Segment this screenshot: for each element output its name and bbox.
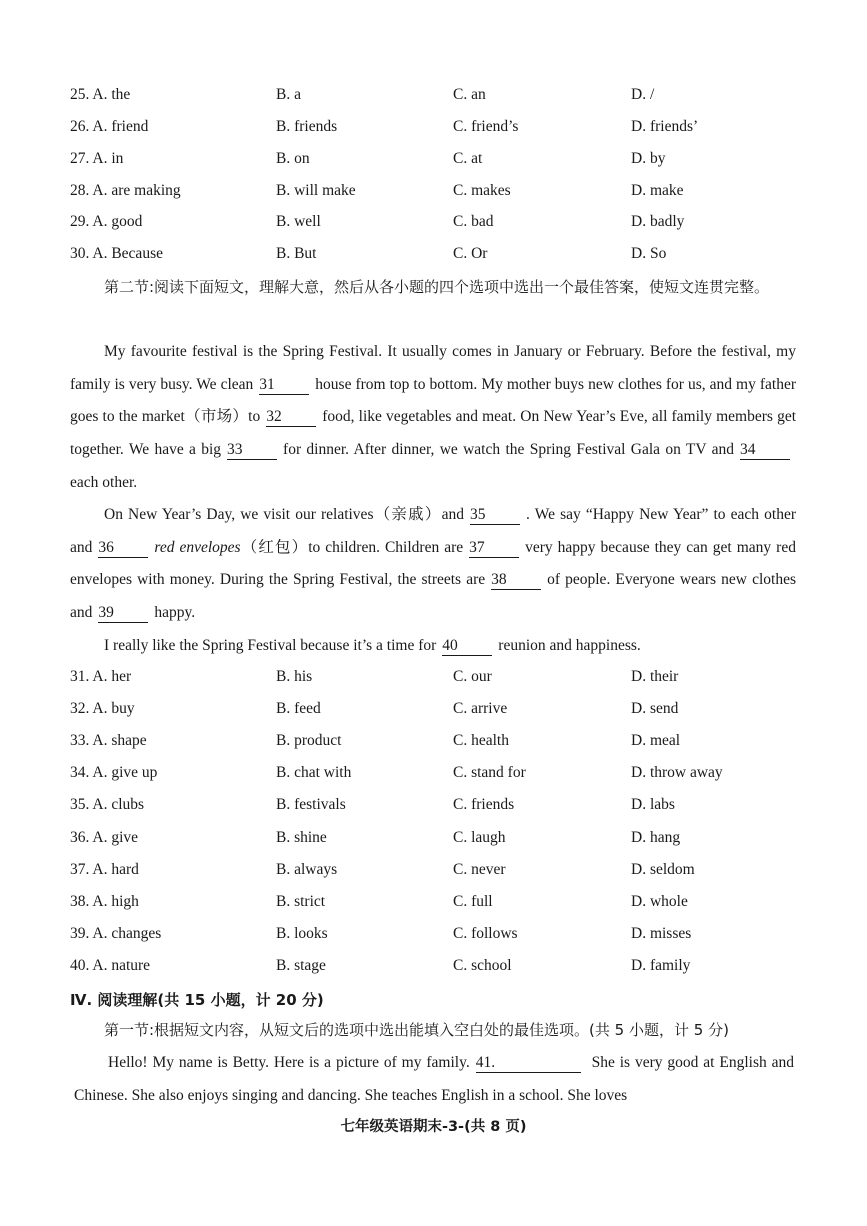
option-c: C. never <box>453 861 506 878</box>
option-b: B. strict <box>276 893 326 910</box>
blank-41: 41. <box>476 1054 581 1073</box>
option-d: D. send <box>631 700 679 717</box>
blank-36: 36 <box>98 539 148 558</box>
option-b: B. always <box>276 861 338 878</box>
passage-text: Hello! My name is Betty. Here is a picture of my family. <box>108 1054 470 1071</box>
option-d: D. / <box>631 86 655 103</box>
option-c: C. our <box>453 668 492 685</box>
options-row-33 <box>0 732 867 754</box>
option-b: B. chat with <box>276 764 352 781</box>
option-a: 25. A. the <box>70 86 131 103</box>
passage-text: I really like the Spring Festival because it’s a time for <box>104 637 437 654</box>
option-b: B. a <box>276 86 301 103</box>
options-row-34 <box>0 764 867 786</box>
passage-text: She is very good at English and Chinese. She also enjoys singing and dancing. She teaches English in a school. She loves <box>74 1054 794 1104</box>
options-row-31 <box>0 668 867 690</box>
option-a: 37. A. hard <box>70 861 139 878</box>
options-row-32 <box>0 700 867 722</box>
option-d: D. by <box>631 150 666 167</box>
part4-section1-instruction: 第一节:根据短文内容，从短文后的选项中选出能填入空白处的最佳选项。(共 5 小题，计 5 分) <box>104 1021 729 1039</box>
option-c: C. friends <box>453 796 515 813</box>
option-b: B. looks <box>276 925 328 942</box>
option-b: B. But <box>276 245 317 262</box>
option-d: D. their <box>631 668 679 685</box>
option-a: 30. A. Because <box>70 245 163 262</box>
passage-text: On New Year’s Day, we visit our relatives（亲戚）and <box>104 506 465 523</box>
option-a: 31. A. her <box>70 668 132 685</box>
option-c: C. laugh <box>453 829 506 846</box>
page-footer: 七年级英语期末-3-(共 8 页) <box>340 1119 527 1135</box>
section2-instruction: 第二节:阅读下面短文，理解大意，然后从各小题的四个选项中选出一个最佳答案，使短文连贯完整。 <box>104 278 770 296</box>
option-d: D. seldom <box>631 861 695 878</box>
option-b: B. will make <box>276 182 356 199</box>
option-c: C. friend’s <box>453 118 519 135</box>
options-row-28 <box>0 182 867 204</box>
options-row-39 <box>0 925 867 947</box>
option-d: D. make <box>631 182 684 199</box>
options-row-40 <box>0 957 867 979</box>
option-a: 27. A. in <box>70 150 124 167</box>
option-d: D. throw away <box>631 764 723 781</box>
blank-32: 32 <box>266 408 316 427</box>
option-d: D. whole <box>631 893 688 910</box>
blank-37: 37 <box>469 539 519 558</box>
option-d: D. misses <box>631 925 692 942</box>
blank-38: 38 <box>491 571 541 590</box>
passage-text: （红包）to children. Children are <box>240 538 464 556</box>
option-c: C. school <box>453 957 512 974</box>
option-b: B. feed <box>276 700 321 717</box>
blank-40: 40 <box>442 637 492 656</box>
option-c: C. makes <box>453 182 511 199</box>
options-row-38 <box>0 893 867 915</box>
passage-text: each other. <box>70 473 138 491</box>
option-b: B. on <box>276 150 310 167</box>
option-a: 40. A. nature <box>70 957 151 974</box>
option-d: D. hang <box>631 829 681 846</box>
option-a: 32. A. buy <box>70 700 135 717</box>
passage-text: for dinner. After dinner, we watch the Spring Festival Gala on TV and <box>283 441 734 459</box>
betty-passage <box>74 1047 794 1112</box>
blank-33: 33 <box>227 441 277 460</box>
blank-34: 34 <box>740 441 790 460</box>
option-b: B. his <box>276 668 313 685</box>
option-b: B. festivals <box>276 796 346 813</box>
blank-39: 39 <box>98 604 148 623</box>
options-row-29 <box>0 213 867 235</box>
passage-text: food, like vegetables and meat. On New Year’s Eve, all family members get together. We have a big <box>70 408 797 459</box>
option-d: D. family <box>631 957 691 974</box>
passage-text: . We say “Happy New Year” to each other and <box>70 506 797 556</box>
option-d: D. So <box>631 245 667 262</box>
option-a: 36. A. give <box>70 829 139 846</box>
options-row-27 <box>0 150 867 172</box>
option-c: C. an <box>453 86 486 103</box>
passage-text: very happy because they can get many red envelopes with money. During the Spring Festival, the streets are <box>70 538 796 589</box>
blank-35: 35 <box>470 506 520 525</box>
option-b: B. friends <box>276 118 338 135</box>
option-d: D. badly <box>631 213 685 230</box>
option-b: B. well <box>276 213 321 230</box>
option-c: C. health <box>453 732 509 749</box>
passage-text: of people. Everyone wears new clothes and <box>70 571 796 622</box>
passage-paragraph-2 <box>70 499 796 630</box>
passage-text: reunion and happiness. <box>498 637 641 654</box>
passage-text: happy. <box>154 604 196 622</box>
blank-31: 31 <box>259 376 309 395</box>
option-d: D. meal <box>631 732 681 749</box>
option-a: 26. A. friend <box>70 118 149 135</box>
passage-text: house from top to bottom. My mother buys new clothes for us, and my father goes to the market（市场）to <box>70 375 796 426</box>
passage-text: My favourite festival is the Spring Festival. It usually comes in January or February. Before the festival, my family is very busy. We clean <box>70 343 796 393</box>
option-c: C. stand for <box>453 764 526 781</box>
passage-italic-term: red envelopes <box>154 538 241 556</box>
options-row-26 <box>0 118 867 140</box>
option-c: C. follows <box>453 925 518 942</box>
options-row-37 <box>0 861 867 883</box>
option-a: 34. A. give up <box>70 764 158 781</box>
option-a: 28. A. are making <box>70 182 181 199</box>
passage-paragraph-1 <box>70 336 796 500</box>
option-c: C. Or <box>453 245 488 262</box>
option-c: C. arrive <box>453 700 508 717</box>
options-row-36 <box>0 829 867 851</box>
options-row-30 <box>0 245 867 267</box>
option-d: D. friends’ <box>631 118 699 135</box>
part4-heading: Ⅳ. 阅读理解(共 15 小题，计 20 分) <box>70 991 324 1009</box>
option-c: C. full <box>453 893 493 910</box>
option-a: 39. A. changes <box>70 925 162 942</box>
option-c: C. bad <box>453 213 494 230</box>
options-row-35 <box>0 796 867 818</box>
option-a: 38. A. high <box>70 893 139 910</box>
option-a: 33. A. shape <box>70 732 147 749</box>
passage-paragraph-3 <box>70 630 796 663</box>
option-a: 29. A. good <box>70 213 143 230</box>
option-d: D. labs <box>631 796 675 813</box>
options-row-25 <box>0 86 867 108</box>
option-c: C. at <box>453 150 483 167</box>
option-b: B. shine <box>276 829 327 846</box>
option-a: 35. A. clubs <box>70 796 145 813</box>
option-b: B. product <box>276 732 342 749</box>
option-b: B. stage <box>276 957 326 974</box>
